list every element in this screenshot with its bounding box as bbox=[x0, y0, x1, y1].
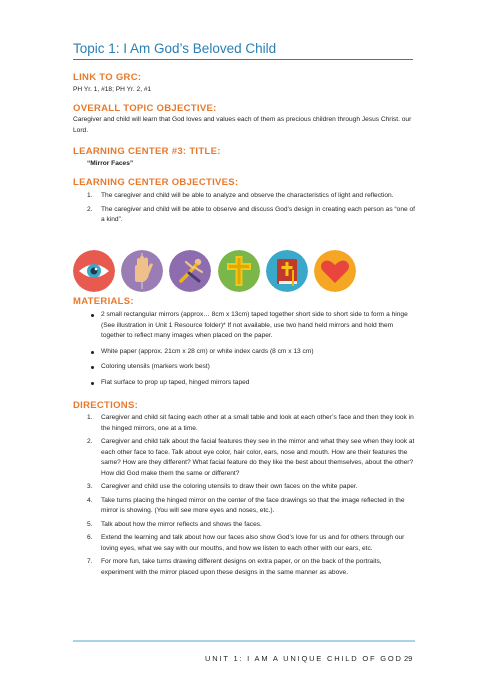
bullet bbox=[91, 382, 94, 385]
center-objectives-heading: LEARNING CENTER OBJECTIVES: bbox=[73, 177, 239, 188]
eye-icon bbox=[73, 250, 115, 292]
bible-icon bbox=[266, 250, 308, 292]
center-title-text: “Mirror Faces” bbox=[87, 160, 134, 167]
list-item-number: 5. bbox=[87, 520, 93, 528]
list-item bbox=[73, 496, 415, 517]
list-item-number: 3. bbox=[87, 483, 93, 490]
list-item-number: 6. bbox=[87, 534, 93, 541]
list-item-text: 2 small rectangular mirrors (approx… 8cm x 13cm) taped together short side to short side to form a hinge (See illustration in Unit 1 Resource folder)* If not available, use two hand held mirrors and hold them together to reflect many images when placed on the paper. bbox=[101, 311, 408, 339]
bullet bbox=[91, 314, 94, 317]
center-objectives-list bbox=[73, 191, 415, 226]
hand-icon bbox=[121, 250, 163, 292]
list-item bbox=[73, 533, 415, 554]
icon-row bbox=[73, 250, 358, 292]
list-item-text: Caregiver and child sit facing each other at a small table and look at each other’s face and then they look in the hinged mirrors, one at a time. bbox=[101, 414, 414, 432]
page-title: Topic 1: I Am God’s Beloved Child bbox=[73, 41, 277, 56]
list-item-text: For more fun, take turns drawing different designs on extra paper, or on the back of the portraits, experiment with the mirror placed upon these designs in the same manner as above. bbox=[101, 558, 382, 576]
list-item bbox=[73, 310, 415, 342]
list-item-text: Talk about how the mirror reflects and shows the faces. bbox=[101, 520, 262, 528]
list-item-text: The caregiver and child will be able to analyze and observe the characteristics of light and reflection. bbox=[101, 192, 394, 199]
list-item-text: Flat surface to prop up taped, hinged mirrors taped bbox=[101, 378, 250, 386]
list-item bbox=[73, 378, 415, 389]
list-item-number: 1. bbox=[87, 414, 93, 421]
list-item-number: 2. bbox=[87, 438, 93, 445]
grc-heading: LINK TO GRC: bbox=[73, 72, 142, 83]
person-stretch-icon bbox=[169, 250, 211, 292]
center-title-heading: LEARNING CENTER #3: TITLE: bbox=[73, 146, 221, 157]
grc-text: PH Yr. 1, #18; PH Yr. 2, #1 bbox=[73, 86, 152, 93]
directions-heading: DIRECTIONS: bbox=[73, 400, 139, 411]
cross-icon bbox=[218, 250, 260, 292]
list-item-number: 1. bbox=[87, 192, 93, 199]
directions-list bbox=[73, 413, 415, 578]
list-item-number: 4. bbox=[87, 496, 93, 504]
title-divider bbox=[73, 59, 413, 60]
footer-divider bbox=[73, 640, 415, 642]
list-item bbox=[73, 191, 415, 202]
list-item bbox=[73, 413, 415, 434]
list-item-number: 2. bbox=[87, 205, 93, 213]
list-item-text: The caregiver and child will be able to observe and discuss God’s design in creating each person as “one of a kind”. bbox=[101, 205, 415, 223]
list-item bbox=[73, 347, 415, 358]
list-item-text: Caregiver and child use the coloring utensils to draw their own faces on the white paper. bbox=[101, 483, 358, 490]
objective-heading: OVERALL TOPIC OBJECTIVE: bbox=[73, 103, 217, 114]
list-item-text: White paper (approx. 21cm x 28 cm) or white index cards (8 cm x 13 cm) bbox=[101, 347, 314, 355]
list-item-text: Coloring utensils (markers work best) bbox=[101, 363, 210, 370]
materials-heading: MATERIALS: bbox=[73, 296, 134, 307]
list-item bbox=[73, 362, 415, 373]
heart-icon bbox=[314, 250, 356, 292]
list-item-text: Caregiver and child talk about the facial features they see in the mirror and what they see when they look at each other face to face. Talk about eye color, hair color, ears, nose and mouth. How are their features the same? How are they different? What facial feature do they like the best about themselves, about the other? How did God make them the same or different? bbox=[101, 438, 415, 477]
list-item bbox=[73, 205, 415, 226]
list-item-text: Take turns placing the hinged mirror on the center of the face drawings so that the image reflected in the mirror is showing. (You will see more eyes and noses, etc.). bbox=[101, 496, 405, 514]
list-item bbox=[73, 482, 415, 493]
footer-unit-title: UNIT 1: I AM A UNIQUE CHILD OF GOD bbox=[205, 654, 403, 663]
bullet bbox=[91, 366, 94, 369]
objective-text: Caregiver and child will learn that God loves and values each of them as precious children through Jesus Christ. our Lord. bbox=[73, 116, 412, 134]
list-item bbox=[73, 520, 415, 531]
bullet bbox=[91, 351, 94, 354]
list-item-text: Extend the learning and talk about how our faces also show God’s love for us and for others through our loving eyes, what we say with our mouths, and how we listen to each other with our ears, etc. bbox=[101, 534, 405, 552]
list-item bbox=[73, 437, 415, 479]
list-item-number: 7. bbox=[87, 558, 93, 565]
list-item bbox=[73, 557, 415, 578]
page-number: 29 bbox=[404, 654, 413, 663]
materials-list bbox=[73, 310, 415, 388]
